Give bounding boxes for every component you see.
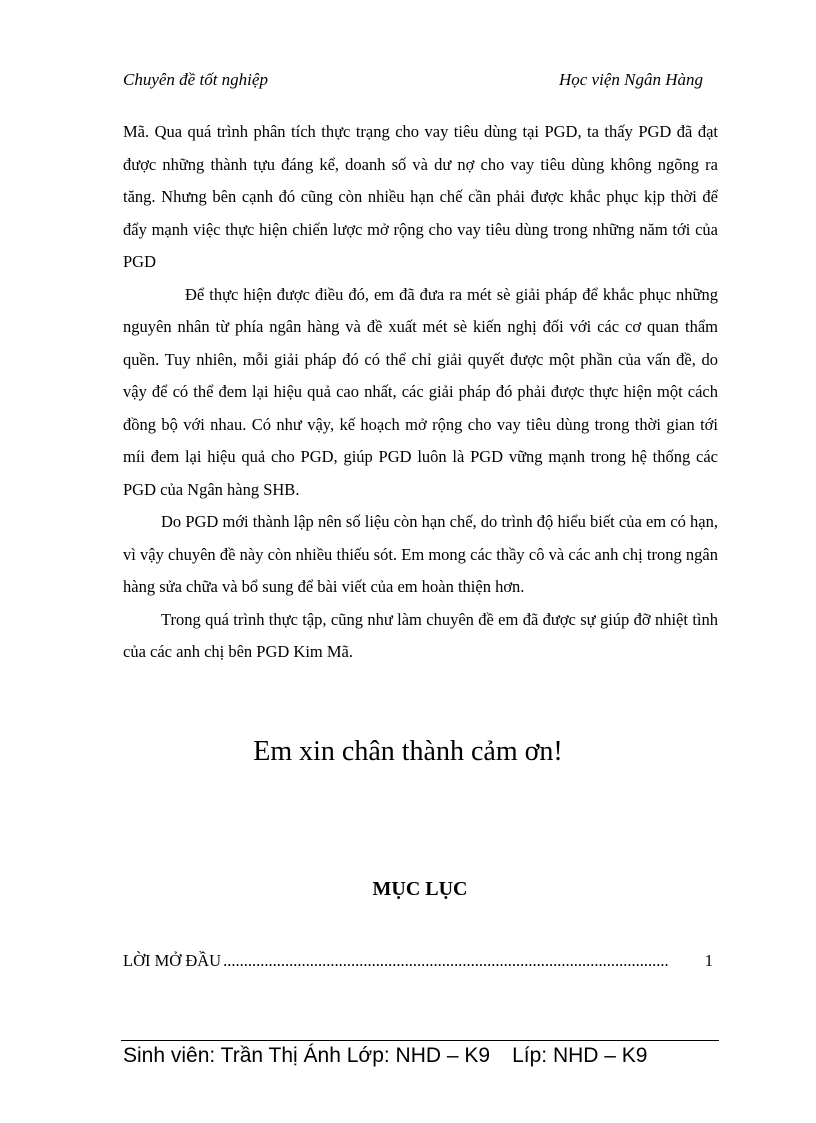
paragraph-3: Do PGD mới thành lập nên số liệu còn hạn chế, do trình độ hiểu biết của em có hạn, vì vậy chuyên đề này còn nhiều thiếu sót. Em mong các thầy cô và các anh chị trong ngân hàng sửa chữa và bổ sung để bài viết của em hoàn thiện hơn.	[123, 512, 718, 596]
page-header	[123, 70, 703, 94]
page-footer	[123, 1042, 723, 1070]
toc-entry-leader: ............................................................................................................	[223, 951, 669, 970]
body-text	[123, 116, 718, 669]
thanks-heading: Em xin chân thành cảm ơn!	[253, 736, 563, 767]
footer-class-info: Líp: NHD – K9	[512, 1044, 648, 1067]
paragraph-4: Trong quá trình thực tập, cũng như làm chuyên đề em đã được sự giúp đỡ nhiệt tình của các anh chị bên PGD Kim Mã.	[123, 609, 718, 661]
header-institution: Học viện Ngân Hàng	[558, 70, 703, 89]
toc-title: MỤC LỤC	[372, 878, 468, 900]
toc-entry-page: 1	[704, 951, 713, 970]
toc-entry-label: LỜI MỞ ĐẦU	[123, 951, 222, 970]
paragraph-2: Để thực hiện được điều đó, em đã đưa ra mét sè giải pháp để khắc phục những nguyên nhân từ phía ngân hàng và đề xuất mét sè kiến nghị đối với các cơ quan thẩm quền. Tuy nhiên, mỗi giải pháp đó có thể chỉ giải quyết được một phần của vấn đề, do vậy để có thể đem lại hiệu quả cao nhất, các giải pháp đó phải được thực hiện một cách đồng bộ với nhau. Có như vậy, kế hoạch mở rộng cho vay tiêu dùng trong thời gian tới míi đem lại hiệu quả cho PGD, giúp PGD luôn là PGD vững mạnh trong hệ thống các PGD của Ngân hàng SHB.	[123, 284, 718, 499]
paragraph-1: Mã. Qua quá trình phân tích thực trạng cho vay tiêu dùng tại PGD, ta thấy PGD đã đạt được những thành tựu đáng kể, doanh số và dư nợ cho vay tiêu dùng không ngõng ra tăng. Nhưng bên cạnh đó cũng còn nhiều hạn chế cần phải được khắc phục kịp thời để đẩy mạnh việc thực hiện chiến lược mở rộng cho vay tiêu dùng trong những năm tới của PGD	[123, 122, 718, 271]
footer-divider	[121, 1040, 719, 1041]
footer-student-info: Sinh viên: Trần Thị Ánh Lớp: NHD – K9	[123, 1044, 491, 1067]
header-document-type: Chuyên đề tốt nghiệp	[123, 70, 268, 89]
toc-entry[interactable]	[123, 951, 713, 971]
